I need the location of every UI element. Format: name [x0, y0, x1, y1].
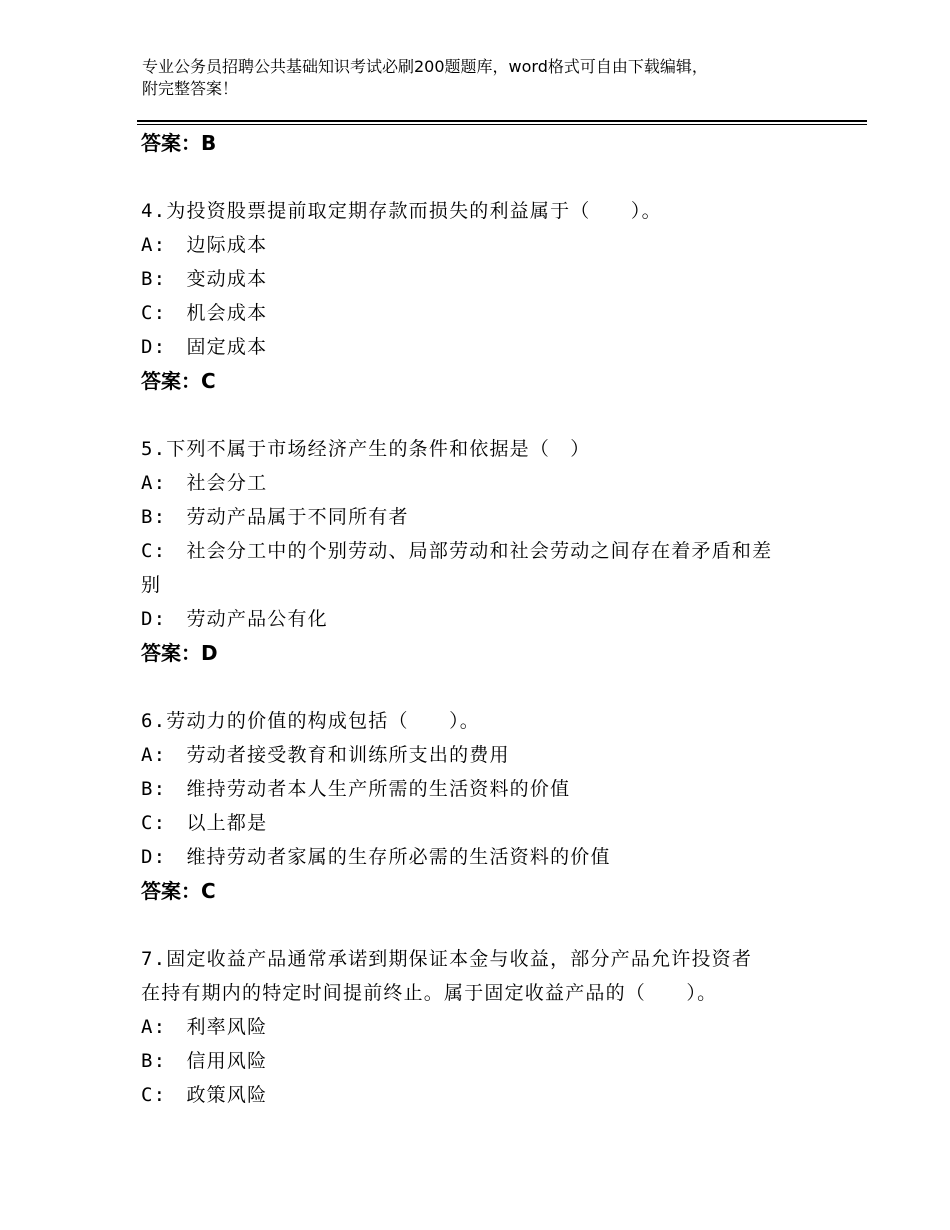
question-text: 5.下列不属于市场经济产生的条件和依据是（ ） [141, 438, 591, 460]
option-b: B: 信用风险 [141, 1050, 268, 1072]
option-c: C: 政策风险 [141, 1084, 268, 1106]
answer-previous-question: 答案：B [141, 131, 217, 155]
option-a: A: 劳动者接受教育和训练所支出的费用 [141, 744, 510, 766]
option-a: A: 利率风险 [141, 1016, 268, 1038]
header-line-2: 附完整答案！ [142, 79, 239, 98]
option-c: C: 社会分工中的个别劳动、局部劳动和社会劳动之间存在着矛盾和差 [141, 540, 773, 562]
question-text: 4.为投资股票提前取定期存款而损失的利益属于（ ）。 [141, 200, 662, 222]
answer-label: 答案：C [141, 369, 216, 393]
option-b: B: 变动成本 [141, 268, 268, 290]
question-7 [141, 942, 821, 1112]
option-d: D: 劳动产品公有化 [141, 608, 328, 630]
answer-label: 答案：C [141, 879, 216, 903]
option-d: D: 维持劳动者家属的生存所必需的生活资料的价值 [141, 846, 611, 868]
option-b: B: 劳动产品属于不同所有者 [141, 506, 409, 528]
option-c-continued: 别 [141, 574, 162, 596]
question-text: 6.劳动力的价值的构成包括（ ）。 [141, 710, 480, 732]
option-d: D: 固定成本 [141, 336, 268, 358]
header-divider-thick [137, 120, 867, 122]
question-text-line-2: 在持有期内的特定时间提前终止。属于固定收益产品的（ ）。 [141, 982, 718, 1004]
header-line-1: 专业公务员招聘公共基础知识考试必刷200题题库，word格式可自由下载编辑， [142, 57, 708, 76]
question-text-line-1: 7.固定收益产品通常承诺到期保证本金与收益，部分产品允许投资者 [141, 948, 753, 970]
option-a: A: 社会分工 [141, 472, 268, 494]
document-header [142, 56, 842, 100]
option-c: C: 机会成本 [141, 302, 268, 324]
header-divider-thin [137, 124, 867, 125]
option-a: A: 边际成本 [141, 234, 268, 256]
question-5 [141, 432, 821, 670]
question-list [141, 126, 821, 1146]
option-c: C: 以上都是 [141, 812, 268, 834]
question-6 [141, 704, 821, 908]
option-b: B: 维持劳动者本人生产所需的生活资料的价值 [141, 778, 571, 800]
question-4 [141, 194, 821, 398]
answer-label: 答案：D [141, 641, 218, 665]
